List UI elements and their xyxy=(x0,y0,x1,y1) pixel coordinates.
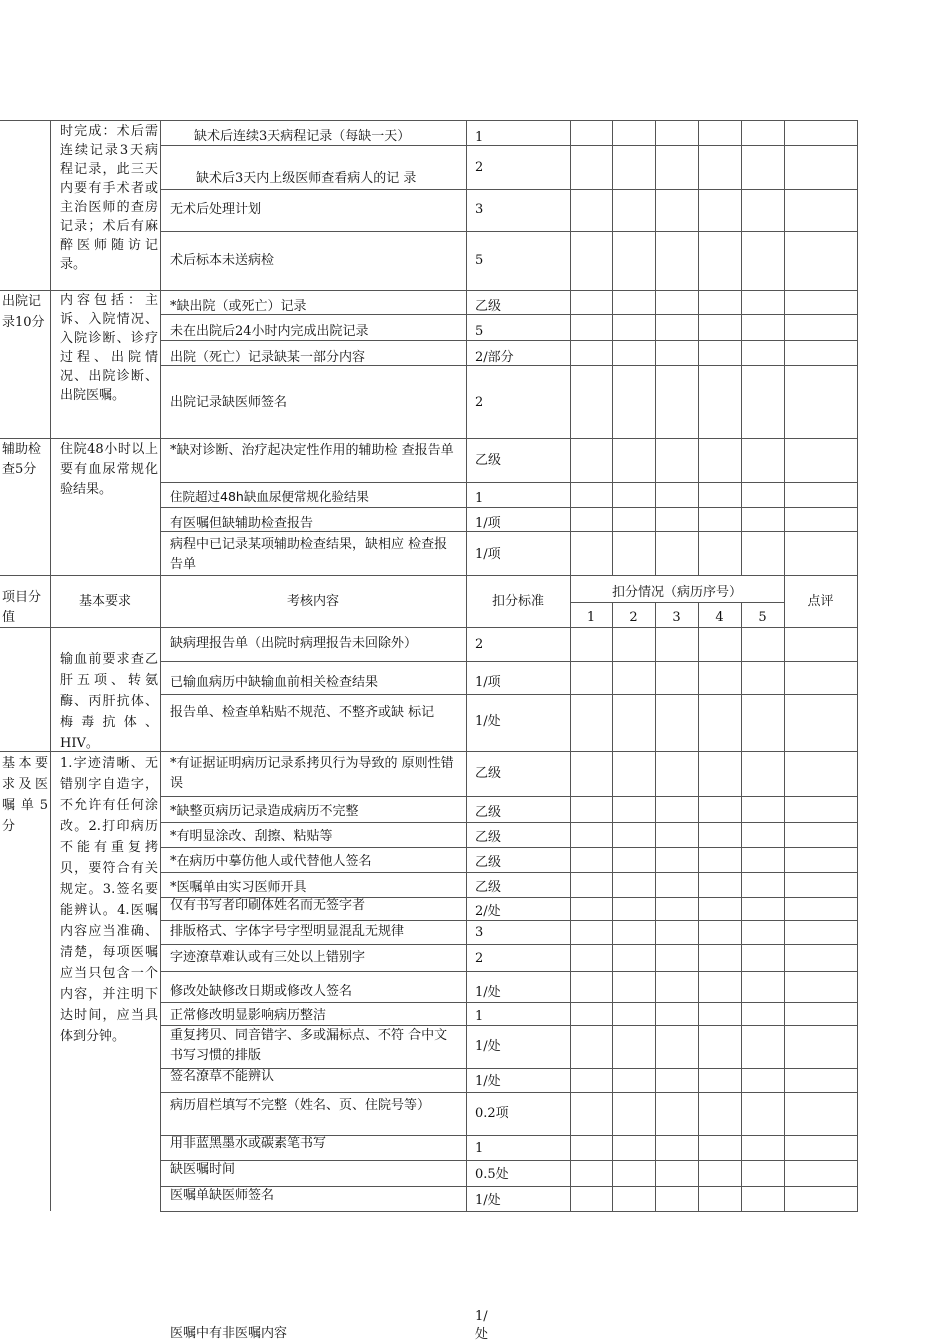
row-line xyxy=(160,847,858,848)
deduction-cell: 0.2项 xyxy=(475,1106,509,1121)
header-requirement: 基本要求 xyxy=(78,594,131,609)
requirement-discharge: 内容包括：主诉、入院情况、入院诊断、诊疗过程、出院情况、出院诊断、出院医嘱。 xyxy=(60,293,158,403)
content-cell: *医嘱单由实习医师开具 xyxy=(170,880,307,895)
deduction-cell: 5 xyxy=(475,324,484,339)
col-line-2 xyxy=(160,120,161,1212)
row-line xyxy=(0,120,858,121)
content-cell: 出院记录缺医师签名 xyxy=(170,395,288,410)
col-line-4 xyxy=(570,120,571,1212)
content-cell: 病历眉栏填写不完整（姓名、页、住院号等） xyxy=(170,1098,431,1113)
content-cell: 缺术后连续3天病程记录（每缺一天） xyxy=(194,129,411,144)
row-line xyxy=(160,694,858,695)
header-content: 考核内容 xyxy=(286,594,339,609)
deduction-cell: 1 xyxy=(475,491,484,506)
deduction-cell: 乙级 xyxy=(475,805,502,820)
deduction-cell: 1/处 xyxy=(475,985,501,1000)
header-number: 4 xyxy=(715,610,724,625)
row-line xyxy=(160,920,858,921)
header-number: 3 xyxy=(672,610,681,625)
content-cell: 医嘱单缺医师签名 xyxy=(170,1188,275,1203)
content-cell: 有医嘱但缺辅助检查报告 xyxy=(170,516,314,531)
header-number: 1 xyxy=(586,610,596,625)
deduction-cell: 3 xyxy=(475,925,484,940)
item-basic: 基本要求及医嘱单5分 xyxy=(2,756,48,834)
content-cell: 字迹潦草难认或有三处以上错别字 xyxy=(170,950,366,965)
deduction-cell: 5 xyxy=(475,253,484,268)
content-cell: 仅有书写者印刷体姓名而无签字者 xyxy=(170,898,366,913)
content-cell: 缺病理报告单（出院时病理报告未回除外） xyxy=(170,636,418,651)
row-line xyxy=(160,872,858,873)
row-line xyxy=(160,971,858,972)
content-cell: 未在出院后24小时内完成出院记录 xyxy=(170,324,369,339)
content-cell: 报告单、检查单粘贴不规范、不整齐或缺 标记 xyxy=(170,705,435,720)
deduction-cell: 1/项 xyxy=(475,675,501,690)
row-line xyxy=(160,1160,858,1161)
deduction-cell: 1/处 xyxy=(475,1039,501,1054)
content-cell: *在病历中摹仿他人或代替他人签名 xyxy=(170,854,372,869)
content-cell: *缺出院（或死亡）记录 xyxy=(170,299,307,314)
row-line xyxy=(160,507,858,508)
deduction-cell: 3 xyxy=(475,202,484,217)
deduction-cell: 1/处 xyxy=(475,1074,501,1089)
row-line xyxy=(570,602,784,603)
content-cell: 缺术后3天内上级医师查看病人的记 录 xyxy=(196,171,417,186)
deduction-cell: 1/项 xyxy=(475,516,501,531)
content-cell: 术后标本未送病检 xyxy=(170,253,275,268)
content-cell: *有明显涂改、刮擦、粘贴等 xyxy=(170,829,333,844)
header-standard: 扣分标准 xyxy=(491,594,544,609)
row-line xyxy=(160,1092,858,1093)
header-number: 2 xyxy=(629,610,638,625)
content-cell: 正常修改明显影响病历整洁 xyxy=(170,1008,327,1023)
requirement-blood: 输血前要求查乙肝五项、转氨酶、丙肝抗体、梅毒抗体、HIV。 xyxy=(60,652,158,751)
content-cell: 已输血病历中缺输血前相关检查结果 xyxy=(170,675,379,690)
content-cell: 排版格式、字体字号字型明显混乱无规律 xyxy=(170,924,405,939)
row-line xyxy=(0,627,858,628)
row-line xyxy=(160,944,858,945)
requirement-auxiliary: 住院48小时以上要有血尿常规化验结果。 xyxy=(60,442,158,497)
content-cell: 住院超过48h缺血尿便常规化验结果 xyxy=(170,489,369,504)
col-line-3 xyxy=(466,120,467,1212)
requirement-postop: 时完成：术后需连续记录3天病程记录，此三天内要有手术者或主治医师的查房记录；术后有麻醉医师随访记录。 xyxy=(60,124,158,272)
content-cell: *有证据证明病历记录系拷贝行为导致的 原则性错误 xyxy=(170,756,454,791)
content-cell: 缺医嘱时间 xyxy=(170,1162,236,1177)
content-cell: 无术后处理计划 xyxy=(170,202,262,217)
col-line-1 xyxy=(50,120,51,1211)
row-line xyxy=(160,189,858,190)
content-cell: 重复拷贝、同音错字、多或漏标点、不符 合中文书写习惯的排版 xyxy=(170,1028,448,1063)
footer-content: 医嘱中有非医嘱内容 xyxy=(170,1326,288,1341)
header-item: 项目分值 xyxy=(2,590,42,625)
deduction-cell: 1 xyxy=(475,1141,484,1156)
row-line xyxy=(160,796,858,797)
deduction-cell: 2/处 xyxy=(475,904,501,919)
row-line xyxy=(0,438,858,439)
header-status: 扣分情况（病历序号） xyxy=(611,585,742,600)
row-line xyxy=(160,822,858,823)
deduction-cell: 2 xyxy=(475,951,484,966)
col-line-9 xyxy=(784,120,785,1212)
item-auxiliary: 辅助检查5分 xyxy=(2,442,42,477)
deduction-cell: 乙级 xyxy=(475,830,502,845)
deduction-cell: 2/部分 xyxy=(475,350,514,365)
content-cell: *缺对诊断、治疗起决定性作用的辅助检 查报告单 xyxy=(170,443,454,458)
header-comment: 点评 xyxy=(807,594,834,609)
deduction-cell: 乙级 xyxy=(475,299,502,314)
header-number: 5 xyxy=(758,610,767,625)
row-line xyxy=(160,482,858,483)
deduction-cell: 1/处 xyxy=(475,714,501,729)
content-cell: 修改处缺修改日期或修改人签名 xyxy=(170,984,353,999)
deduction-cell: 乙级 xyxy=(475,453,502,468)
deduction-cell: 1 xyxy=(475,1009,484,1024)
deduction-cell: 1 xyxy=(475,130,484,145)
row-line xyxy=(160,1211,858,1212)
deduction-cell: 1/处 xyxy=(475,1193,501,1208)
row-line xyxy=(160,1002,858,1003)
row-line xyxy=(160,231,858,232)
row-line xyxy=(0,575,858,576)
content-cell: 病程中已记录某项辅助检查结果，缺相应 检查报告单 xyxy=(170,537,448,572)
content-cell: *缺整页病历记录造成病历不完整 xyxy=(170,804,359,819)
content-cell: 出院（死亡）记录缺某一部分内容 xyxy=(170,350,366,365)
deduction-cell: 0.5处 xyxy=(475,1167,509,1182)
footer-deduction: 1/处 xyxy=(475,1309,489,1342)
content-cell: 用非蓝黑墨水或碳素笔书写 xyxy=(170,1136,327,1151)
col-line-10 xyxy=(857,120,858,1212)
row-line xyxy=(160,661,858,662)
deduction-cell: 1/项 xyxy=(475,547,501,562)
deduction-cell: 2 xyxy=(475,160,484,175)
deduction-cell: 2 xyxy=(475,637,484,652)
deduction-cell: 乙级 xyxy=(475,880,502,895)
deduction-cell: 2 xyxy=(475,395,484,410)
deduction-cell: 乙级 xyxy=(475,766,502,781)
deduction-cell: 乙级 xyxy=(475,855,502,870)
content-cell: 签名潦草不能辨认 xyxy=(170,1069,275,1084)
item-discharge: 出院记录10分 xyxy=(2,294,45,330)
requirement-basic: 1.字迹清晰、无错别字自造字，不允许有任何涂改。2.打印病历不能有重复拷贝，要符合有关规定。3.签名要能辨认。4.医嘱内容应当准确、清楚，每项医嘱应当只包含一个内容，并注明下达时间，应当具体到分钟。 xyxy=(60,756,158,1044)
